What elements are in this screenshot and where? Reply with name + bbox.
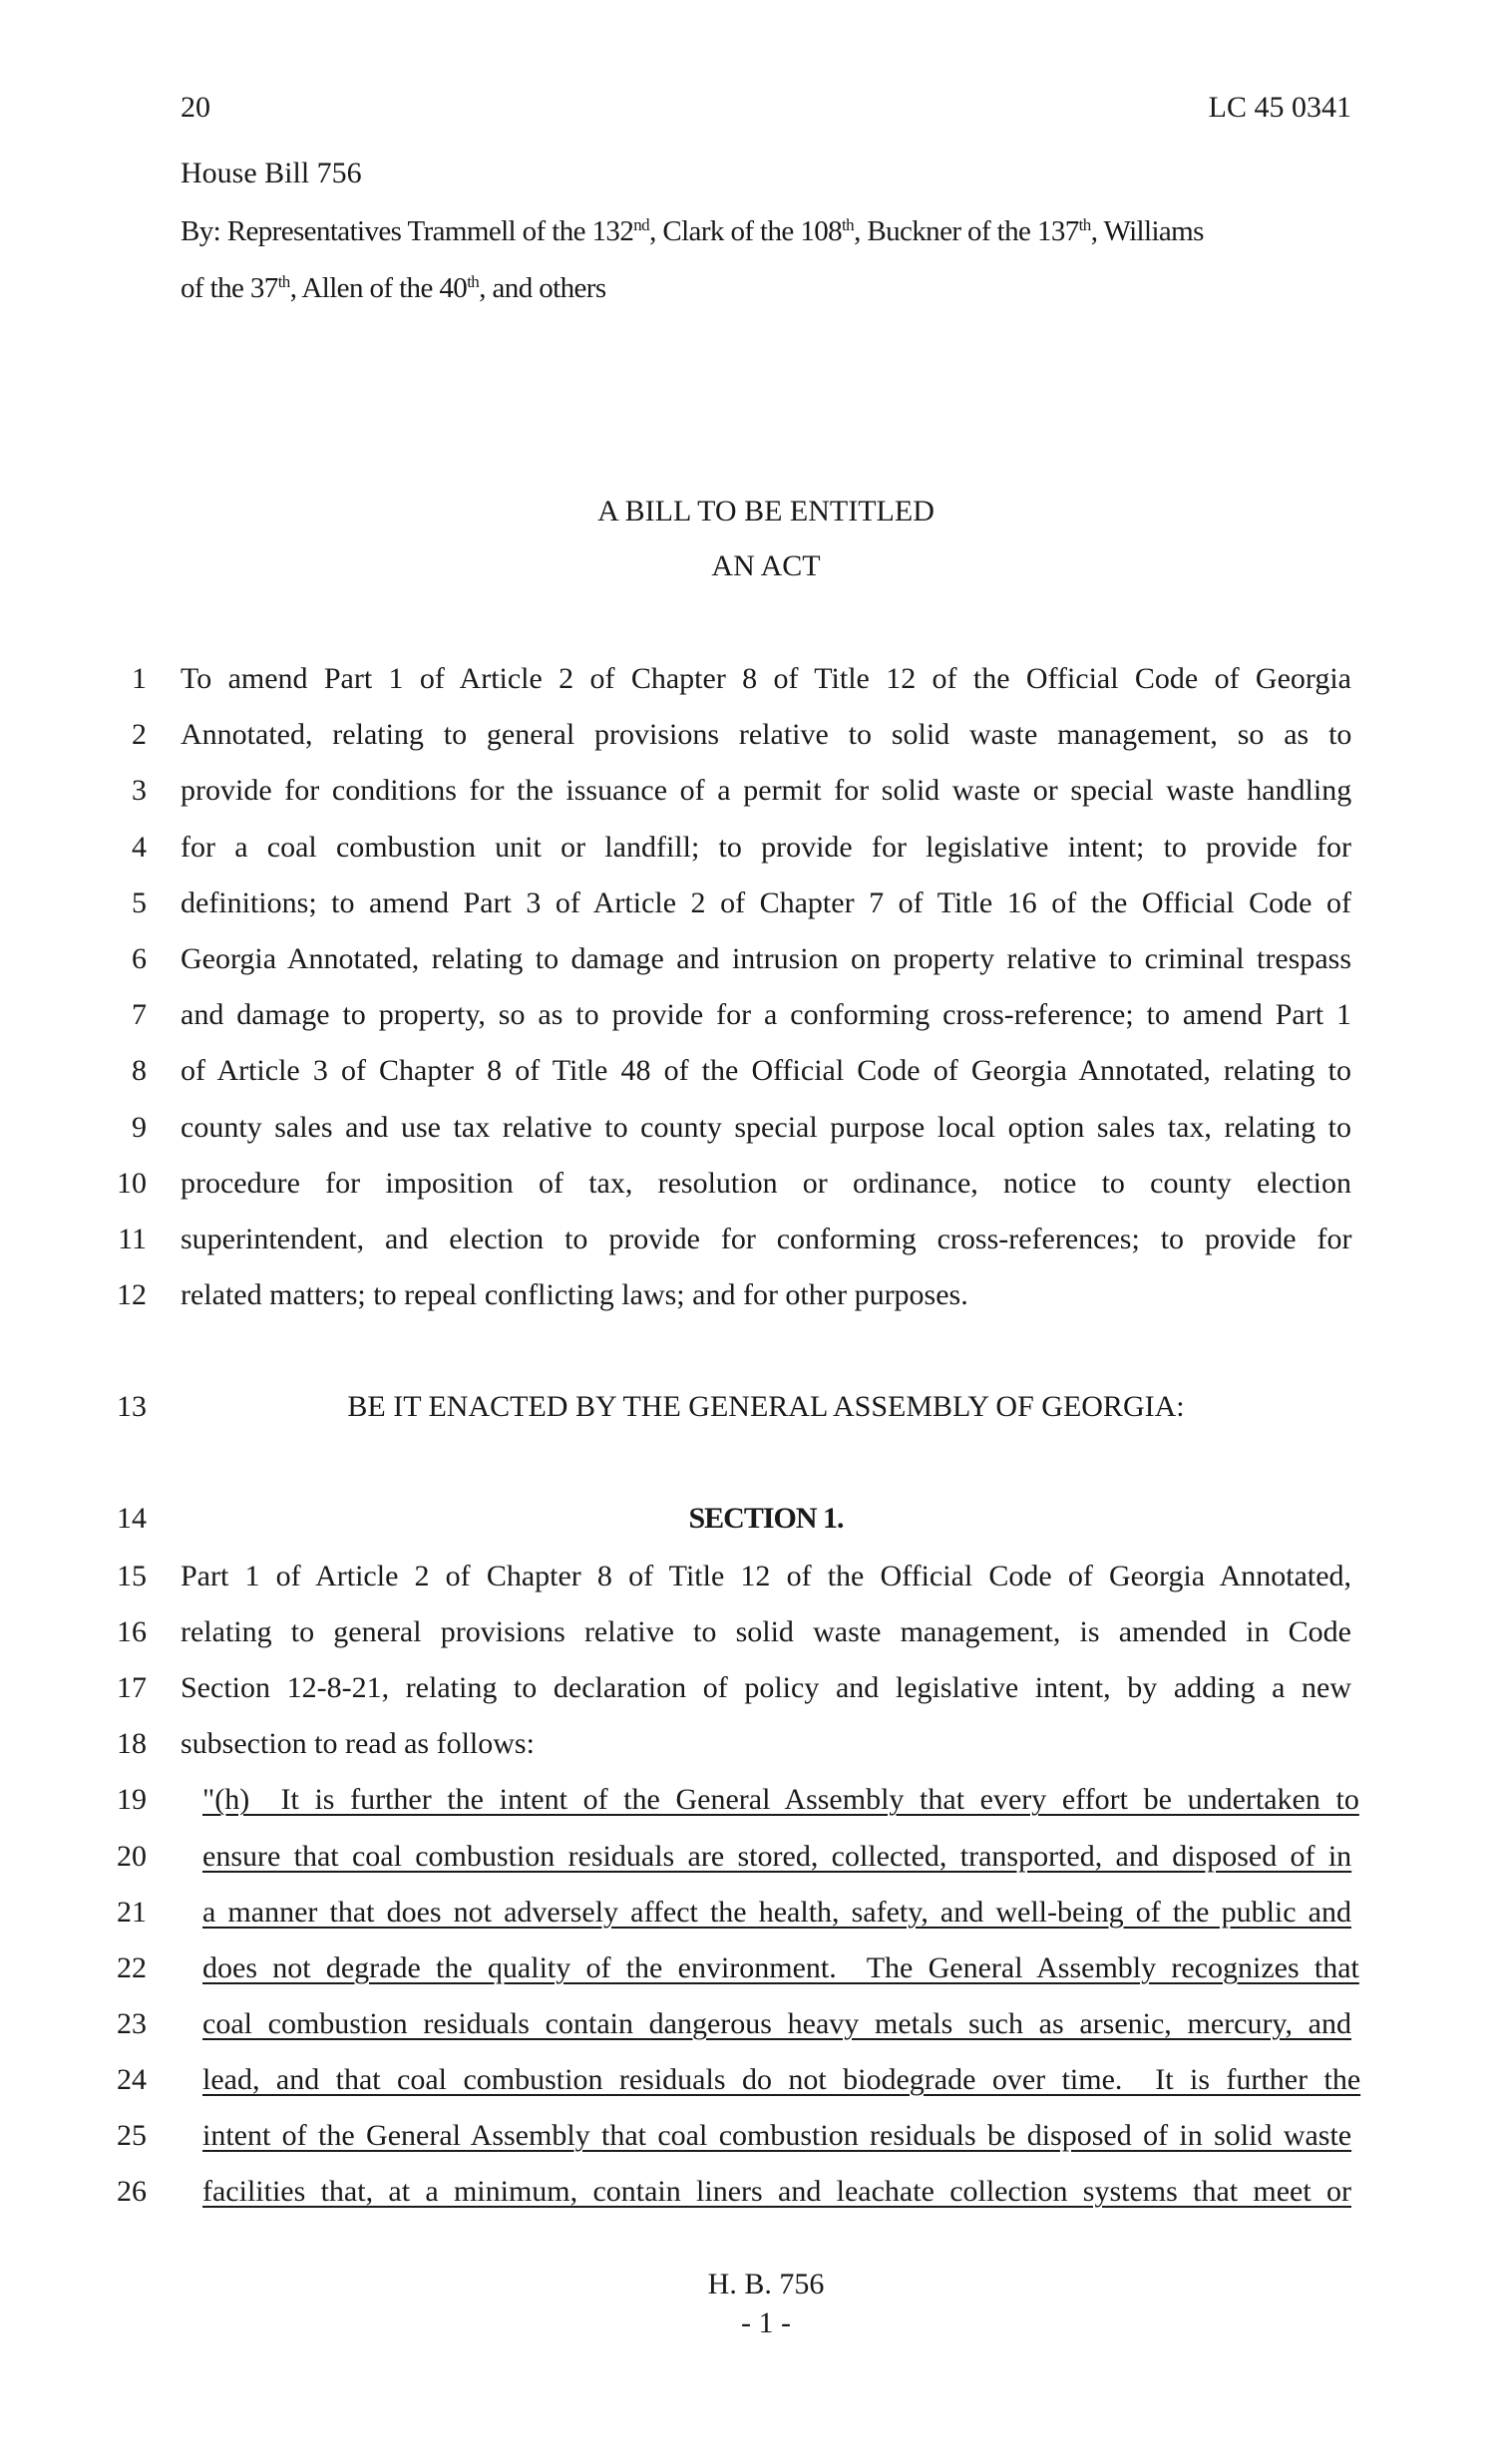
- line-number: 3: [132, 774, 147, 808]
- text-line: superintendent, and election to provide for conforming cross-references; to provide for: [181, 1223, 1352, 1255]
- line-number: 8: [132, 1054, 147, 1088]
- text-line: Annotated, relating to general provisions relative to solid waste management, so as to: [181, 718, 1352, 752]
- line-number: 1: [132, 662, 147, 695]
- sponsor-text: , Clark of the 108: [649, 215, 843, 247]
- inserted-text-line: does not degrade the quality of the environment. The General Assembly recognizes that: [202, 1950, 1359, 1984]
- sponsors-line-2: [181, 270, 1351, 306]
- enacting-clause: BE IT ENACTED BY THE GENERAL ASSEMBLY OF GEORGIA:: [347, 1390, 1185, 1423]
- line-number: 24: [117, 2062, 147, 2096]
- line-number: 26: [117, 2175, 147, 2209]
- line-number: 6: [132, 942, 147, 975]
- sponsor-text: of the 37: [181, 272, 278, 304]
- line-number: 11: [118, 1223, 147, 1255]
- line-number: 2: [132, 718, 147, 752]
- line-number: 7: [132, 998, 147, 1032]
- text-line: provide for conditions for the issuance of a permit for solid waste or special waste handling: [181, 774, 1352, 808]
- inserted-text-line: "(h) It is further the intent of the General Assembly that every effort be undertaken to: [202, 1783, 1359, 1817]
- line-number: 14: [117, 1502, 147, 1535]
- inserted-text-line: a manner that does not adversely affect the health, safety, and well-being of the public and: [202, 1895, 1351, 1929]
- text-line: of Article 3 of Chapter 8 of Title 48 of the Official Code of Georgia Annotated, relating to: [181, 1054, 1351, 1088]
- sponsor-text: , Williams: [1090, 215, 1204, 247]
- bill-entitled-heading: A BILL TO BE ENTITLED: [597, 495, 935, 528]
- text-line: relating to general provisions relative to solid waste management, is amended in Code: [181, 1615, 1351, 1649]
- header-lc-code: LC 45 0341: [1208, 91, 1351, 124]
- text-line: Part 1 of Article 2 of Chapter 8 of Title 12 of the Official Code of Georgia Annotated,: [181, 1560, 1352, 1592]
- line-number: 22: [117, 1950, 147, 1984]
- inserted-text-line: facilities that, at a minimum, contain liners and leachate collection systems that meet or: [202, 2175, 1351, 2209]
- ordinal-suffix: th: [1078, 215, 1091, 234]
- inserted-text-line: coal combustion residuals contain dangerous heavy metals such as arsenic, mercury, and: [202, 2006, 1351, 2040]
- line-number: 25: [117, 2119, 147, 2152]
- text-line: Georgia Annotated, relating to damage and intrusion on property relative to criminal trespass: [181, 942, 1351, 975]
- footer-bill-ref: H. B. 756: [707, 2268, 825, 2300]
- line-number: 15: [117, 1560, 147, 1592]
- sponsor-text: By: Representatives Trammell of the 132: [181, 215, 634, 247]
- line-number: 18: [117, 1727, 147, 1761]
- line-number: 10: [117, 1166, 147, 1200]
- text-line: and damage to property, so as to provide for a conforming cross-reference; to amend Part 1: [181, 998, 1351, 1032]
- line-number: 21: [117, 1895, 147, 1929]
- sponsor-text: , Buckner of the 137: [854, 215, 1079, 247]
- text-line: county sales and use tax relative to county special purpose local option sales tax, relating to: [181, 1110, 1352, 1144]
- line-number: 13: [117, 1390, 147, 1423]
- inserted-text-line: lead, and that coal combustion residuals do not biodegrade over time. It is further the: [202, 2062, 1361, 2096]
- footer-page-number: - 1 -: [741, 2306, 791, 2339]
- inserted-text-line: ensure that coal combustion residuals are stored, collected, transported, and disposed of in: [202, 1839, 1352, 1873]
- text-line: Section 12-8-21, relating to declaration of policy and legislative intent, by adding a new: [181, 1671, 1351, 1705]
- text-line: procedure for imposition of tax, resolution or ordinance, notice to county election: [181, 1166, 1351, 1200]
- line-number: 17: [117, 1671, 147, 1705]
- line-number: 5: [132, 885, 147, 919]
- line-number: 16: [117, 1615, 147, 1649]
- text-line: subsection to read as follows:: [181, 1727, 535, 1761]
- line-number: 20: [117, 1839, 147, 1873]
- line-number: 9: [132, 1110, 147, 1144]
- section-heading: SECTION 1.: [688, 1502, 844, 1535]
- sponsor-text: , Allen of the 40: [289, 272, 468, 304]
- line-number: 23: [117, 2006, 147, 2040]
- text-line: definitions; to amend Part 3 of Article 2 of Chapter 7 of Title 16 of the Official Code of: [181, 885, 1351, 919]
- text-line: for a coal combustion unit or landfill; to provide for legislative intent; to provide for: [181, 830, 1351, 864]
- ordinal-suffix: th: [842, 215, 855, 234]
- sponsor-text: , and others: [479, 272, 606, 304]
- act-heading: AN ACT: [711, 549, 821, 582]
- ordinal-suffix: nd: [633, 215, 650, 234]
- sponsors-line-1: [181, 213, 1351, 249]
- bill-title: House Bill 756: [181, 157, 362, 189]
- header-page-number: 20: [181, 91, 210, 124]
- text-line: related matters; to repeal conflicting laws; and for other purposes.: [181, 1278, 968, 1312]
- line-number: 4: [132, 830, 147, 864]
- line-number: 12: [117, 1278, 147, 1312]
- line-number: 19: [117, 1783, 147, 1817]
- text-line: To amend Part 1 of Article 2 of Chapter 8 of Title 12 of the Official Code of Georgia: [181, 662, 1351, 695]
- ordinal-suffix: th: [467, 272, 480, 291]
- inserted-text-line: intent of the General Assembly that coal combustion residuals be disposed of in solid waste: [202, 2119, 1352, 2152]
- ordinal-suffix: th: [277, 272, 290, 291]
